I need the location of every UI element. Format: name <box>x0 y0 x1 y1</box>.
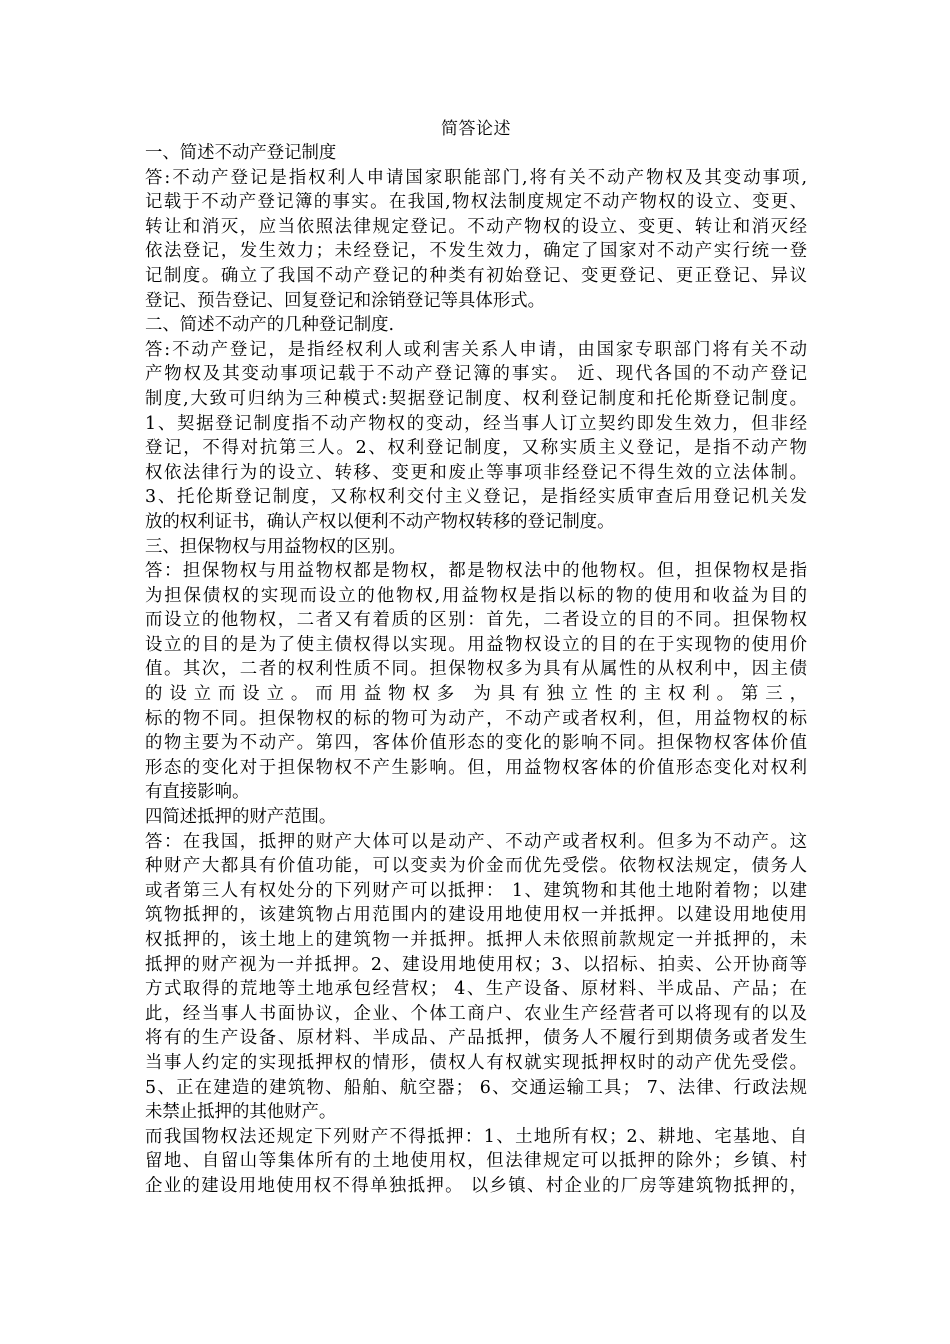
text-line: 留地、自留山等集体所有的土地使用权，但法律规定可以抵押的除外；乡镇、村 <box>145 1151 807 1172</box>
text-line: 记载于不动产登记簿的事实。在我国,物权法制度规定不动产物权的设立、变更、 <box>145 192 807 213</box>
text-line: 产物权及其变动事项记载于不动产登记簿的事实。 近、现代各国的不动产登记 <box>145 364 807 385</box>
text-line: 企业的建设用地使用权不得单独抵押。 以乡镇、村企业的厂房等建筑物抵押的， <box>145 1175 807 1196</box>
text-line: 一、简述不动产登记制度 <box>145 143 337 163</box>
text-line: 或者第三人有权处分的下列财产可以抵押： 1、建筑物和其他土地附着物；以建 <box>145 880 807 901</box>
text-line: 当事人约定的实现抵押权的情形，债权人有权就实现抵押权时的动产优先受偿。 <box>145 1052 807 1073</box>
text-line: 转让和消灭，应当依照法律规定登记。不动产物权的设立、变更、转让和消灭经 <box>145 216 807 237</box>
text-line: 答：担保物权与用益物权都是物权，都是物权法中的他物权。但，担保物权是指 <box>145 561 807 582</box>
document-page <box>145 117 807 1199</box>
text-line: 抵押的财产视为一并抵押。2、建设用地使用权；3、以招标、拍卖、公开协商等 <box>145 954 807 975</box>
text-line: 权抵押的，该土地上的建筑物一并抵押。抵押人未依照前款规定一并抵押的，未 <box>145 930 807 950</box>
text-line: 登记，不得对抗第三人。2、权利登记制度，又称实质主义登记，是指不动产物 <box>145 438 807 459</box>
text-line: 答:不动产登记，是指经权利人或利害关系人申请，由国家专职部门将有关不动 <box>145 339 807 360</box>
text-line: 记制度。确立了我国不动产登记的种类有初始登记、变更登记、更正登记、异议 <box>145 265 807 286</box>
text-line: 的设立而设立。而用益物权多 为具有独立性的主权利。第三， <box>145 684 807 705</box>
text-line: 为担保债权的实现而设立的他物权,用益物权是指以标的物的使用和收益为目的 <box>145 585 807 606</box>
text-line: 未禁止抵押的其他财产。 <box>145 1102 337 1123</box>
text-line: 的物主要为不动产。第四，客体价值形态的变化的影响不同。担保物权客体价值 <box>145 733 807 754</box>
text-line: 值。其次，二者的权利性质不同。担保物权多为具有从属性的从权利中，因主债 <box>145 659 807 680</box>
text-line: 设立的目的是为了使主债权得以实现。用益物权设立的目的在于实现物的使用价 <box>145 634 807 655</box>
document-title: 简答论述 <box>441 119 511 139</box>
document-body <box>145 141 807 1199</box>
text-line: 二、简述不动产的几种登记制度. <box>145 315 394 336</box>
text-line: 此，经当事人书面协议，企业、个体工商户、农业生产经营者可以将现有的以及 <box>145 1003 807 1024</box>
text-line: 答：在我国，抵押的财产大体可以是动产、不动产或者权利。但多为不动产。这 <box>145 831 807 852</box>
text-line: 依法登记，发生效力；未经登记，不发生效力，确定了国家对不动产实行统一登 <box>145 241 807 262</box>
text-line: 登记、预告登记、回复登记和涂销登记等具体形式。 <box>145 290 545 311</box>
text-line: 5、正在建造的建筑物、船舶、航空器； 6、交通运输工具； 7、法律、行政法规 <box>145 1077 807 1098</box>
text-line: 放的权利证书，确认产权以便利不动产物权转移的登记制度。 <box>145 511 615 532</box>
text-line: 四简述抵押的财产范围。 <box>145 807 337 828</box>
text-line: 筑物抵押的，该建筑物占用范围内的建设用地使用权一并抵押。以建设用地使用 <box>145 905 807 926</box>
text-line: 种财产大都具有价值功能，可以变卖为价金而优先受偿。依物权法规定，债务人 <box>145 856 807 877</box>
text-line: 3、托伦斯登记制度，又称权利交付主义登记，是指经实质审查后用登记机关发 <box>145 487 807 508</box>
text-line: 三、担保物权与用益物权的区别。 <box>145 536 406 557</box>
text-line: 将有的生产设备、原材料、半成品、产品抵押，债务人不履行到期债务或者发生 <box>145 1028 807 1049</box>
text-line: 有直接影响。 <box>145 782 250 803</box>
text-line: 方式取得的荒地等土地承包经营权； 4、生产设备、原材料、半成品、产品；在 <box>145 979 807 1000</box>
text-line: 1、契据登记制度指不动产物权的变动，经当事人订立契约即发生效力，但非经 <box>145 413 807 434</box>
text-line: 标的物不同。担保物权的标的物可为动产，不动产或者权利，但，用益物权的标 <box>145 708 807 729</box>
text-line: 制度,大致可归纳为三种模式:契据登记制度、权利登记制度和托伦斯登记制度。 <box>145 388 807 409</box>
text-line: 而我国物权法还规定下列财产不得抵押：1、土地所有权；2、耕地、宅基地、自 <box>145 1126 807 1147</box>
text-line: 答:不动产登记是指权利人申请国家职能部门,将有关不动产物权及其变动事项, <box>145 167 807 188</box>
text-line: 形态的变化对于担保物权不产生影响。但，用益物权客体的价值形态变化对权利 <box>145 757 807 778</box>
text-line: 权依法律行为的设立、转移、变更和废止等事项非经登记不得生效的立法体制。 <box>145 462 807 483</box>
text-line: 而设立的他物权，二者又有着质的区别：首先，二者设立的目的不同。担保物权 <box>145 610 807 631</box>
